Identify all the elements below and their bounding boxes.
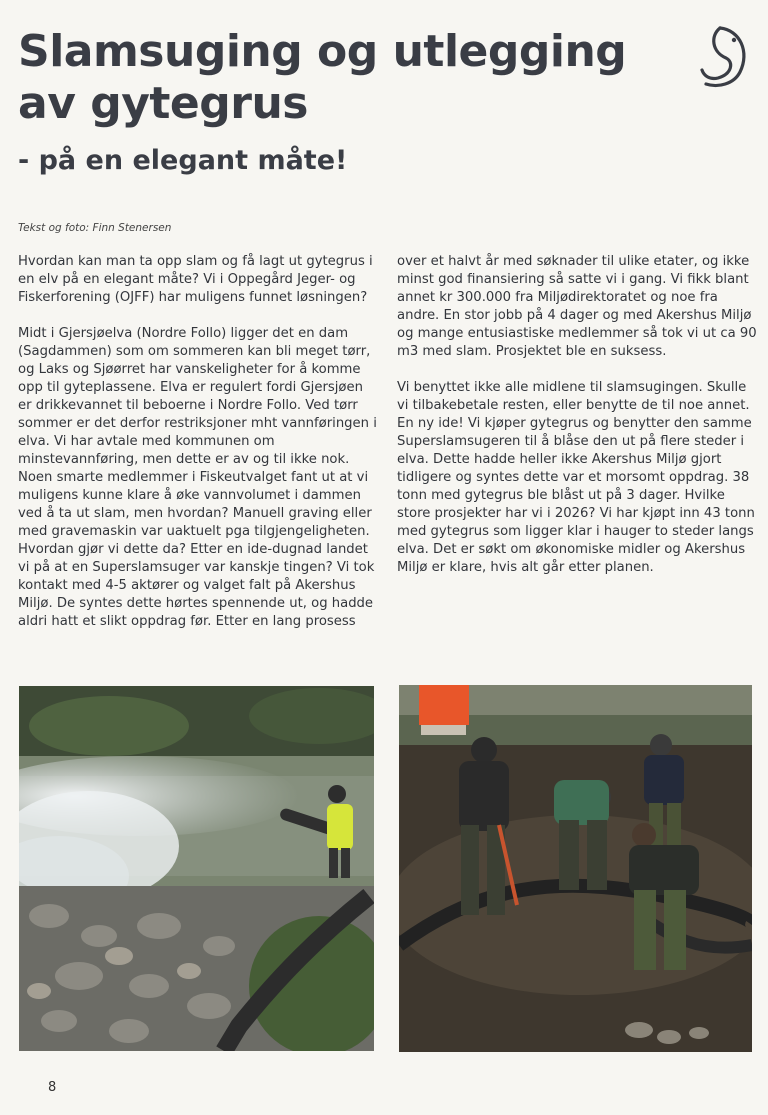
paragraph: Midt i Gjersjøelva (Nordre Follo) ligger det en dam (Sagdammen) som om sommeren kan bli meget tørr, og Laks og Sjøørret har vanskeligheter for å komme opp til gyteplassene. Elva er regulert fordi Gjersjøen er drikkevannet til beboerne i Nordre Follo. Ved tørr sommer er det derfor restriksjoner mht vannføringen i elva. Vi har avtale med kommunen om minstevannføring, men dette er av og til ikke nok. Noen smarte medlemmer i Fiskeutvalget fant ut at vi muligens kunne klare å øke vannvolumet i dammen ved å ta ut slam, men hvordan? Manuell graving eller med gravemaskin var uaktuelt pga tilgjengeligheten. Hvordan gjør vi dette da? Etter en ide-dugnad landet vi på at en Superslamsuger var kanskje tingen? Vi tok kontakt med 4-5 aktører og valget falt på Akershus Miljø. De syntes dette hørtes spennende ut, og hadde aldri hatt et slikt oppdrag før. Etter en lang prosess xyxy=(18,326,377,629)
title-line-2: av gytegrus xyxy=(18,78,308,129)
article-title xyxy=(18,26,626,130)
text-column-left xyxy=(18,253,380,649)
text-column-right xyxy=(397,253,759,595)
fish-logo-icon xyxy=(696,22,752,92)
byline: Tekst og foto: Finn Stenersen xyxy=(18,222,172,234)
title-line-1: Slamsuging og utlegging xyxy=(18,26,627,77)
paragraph: over et halvt år med søknader til ulike etater, og ikke minst god finansiering så satte vi i gang. Vi fikk blant annet kr 300.000 fra Miljødirektoratet og noe fra andre. En stor jobb på 4 dager og med Akershus Miljø og mange entusiastiske medlemmer så tok vi ut ca 90 m3 med slam. Prosjektet ble en suksess. xyxy=(397,254,757,359)
paragraph: Vi benyttet ikke alle midlene til slamsugingen. Skulle vi tilbakebetale resten, eller benytte de til noe annet. En ny ide! Vi kjøper gytegrus og benytter den samme Superslamsugeren til å blåse den ut på flere steder i elva. Dette hadde heller ikke Akershus Miljø gjort tidligere og syntes dette var et morsomt oppdrag. 38 tonn med gytegrus ble blåst ut på 3 dager. Hvilke store prosjekter har vi i 2026? Vi har kjøpt inn 43 tonn med gytegrus som ligger klar i hauger to steder langs elva. Det er søkt om økonomiske midler og Akershus Miljø er klare, hvis alt går etter planen. xyxy=(397,380,755,575)
article-subtitle: - på en elegant måte! xyxy=(18,145,348,176)
photo-river-spraying xyxy=(19,686,374,1051)
photo-workers-mud xyxy=(399,685,752,1052)
page-number: 8 xyxy=(48,1080,57,1095)
paragraph: Hvordan kan man ta opp slam og få lagt ut gytegrus i en elv på en elegant måte? Vi i Oppegård Jeger- og Fiskerforening (OJFF) har muligens funnet løsningen? xyxy=(18,254,373,305)
